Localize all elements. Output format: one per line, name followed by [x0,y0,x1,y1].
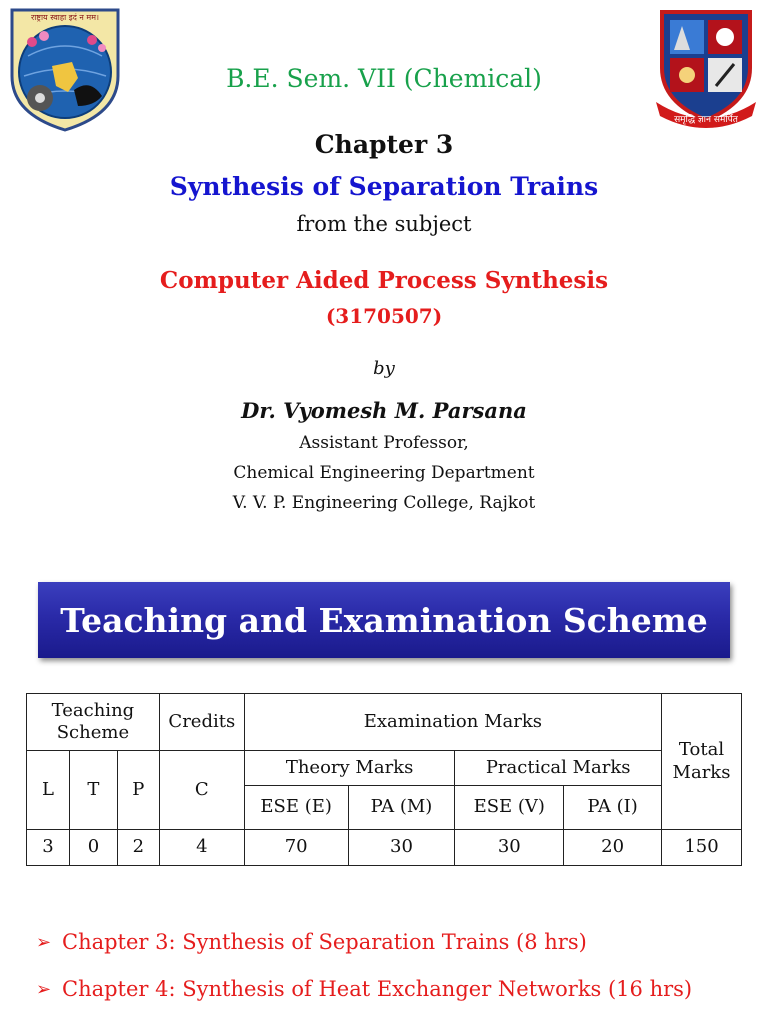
p-header: P [117,751,159,830]
credits-header: Credits [159,694,244,751]
subject-code: (3170507) [325,304,443,328]
teaching-examination-table [26,693,742,866]
semester-heading: B.E. Sem. VII (Chemical) [226,64,542,93]
chapter-list-item [36,930,587,954]
pa-i-header: PA (I) [564,786,662,830]
c-value: 4 [159,830,244,866]
pa-m-value: 30 [348,830,455,866]
total-marks-header: Total Marks [662,694,742,830]
from-subject-text: from the subject [296,212,472,236]
topic-heading: Synthesis of Separation Trains [169,172,599,201]
theory-marks-header: Theory Marks [244,751,455,786]
chapter-list-item [36,977,692,1001]
ese-v-value: 30 [455,830,564,866]
l-header: L [27,751,70,830]
t-header: T [69,751,117,830]
p-value: 2 [117,830,159,866]
pa-i-value: 20 [564,830,662,866]
right-logo-text: समृद्धि ज्ञान समर्पित [674,115,738,125]
examination-marks-header: Examination Marks [244,694,661,751]
t-value: 0 [69,830,117,866]
c-header: C [159,751,244,830]
subject-title: Computer Aided Process Synthesis [159,267,609,294]
author-college: V. V. P. Engineering College, Rajkot [232,493,536,513]
author-name: Dr. Vyomesh M. Parsana [241,398,527,423]
table-header-row [27,694,742,751]
by-text: by [373,358,395,379]
ese-v-header: ESE (V) [455,786,564,830]
scheme-banner-title: Teaching and Examination Scheme [60,600,708,640]
arrow-bullet-icon: ➢ [36,978,52,1000]
total-value: 150 [662,830,742,866]
chapter-heading: Chapter 3 [314,130,454,159]
chapter-item-label: Chapter 4: Synthesis of Heat Exchanger Networks (16 hrs) [62,977,693,1001]
table-row [27,830,742,866]
left-logo-text: राष्ट्राय स्वाहा इदं न मम। [30,13,100,22]
teaching-scheme-header: Teaching Scheme [27,694,160,751]
l-value: 3 [27,830,70,866]
ese-e-header: ESE (E) [244,786,348,830]
pa-m-header: PA (M) [348,786,455,830]
scheme-banner [38,582,730,658]
chapter-item-label: Chapter 3: Synthesis of Separation Trains (8 hrs) [62,930,587,954]
arrow-bullet-icon: ➢ [36,931,52,953]
table-subheader-row [27,751,742,786]
practical-marks-header: Practical Marks [455,751,662,786]
author-department: Chemical Engineering Department [233,463,535,483]
author-designation: Assistant Professor, [299,433,469,453]
ese-e-value: 70 [244,830,348,866]
